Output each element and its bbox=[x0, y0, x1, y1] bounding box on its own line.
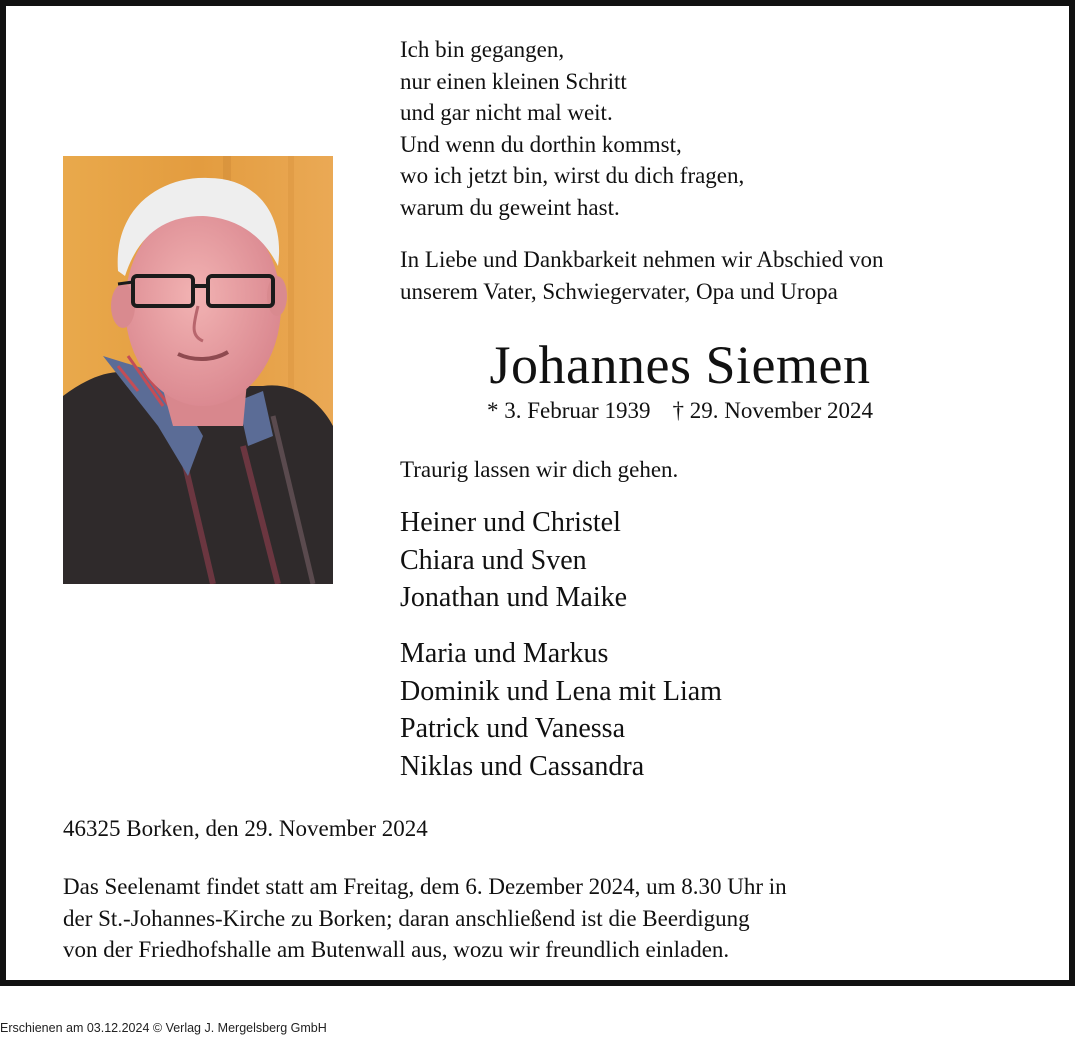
poem-line: nur einen kleinen Schritt bbox=[400, 68, 627, 94]
publication-footer: Erschienen am 03.12.2024 © Verlag J. Mergelsberg GmbH bbox=[0, 1021, 327, 1035]
family-member: Heiner und Christel bbox=[400, 507, 621, 538]
poem-line: Und wenn du dorthin kommst, bbox=[400, 131, 682, 157]
birth-date: * 3. Februar 1939 bbox=[486, 398, 651, 423]
portrait-photo bbox=[63, 156, 333, 584]
place-and-date: 46325 Borken, den 29. November 2024 bbox=[63, 816, 428, 841]
poem-line: wo ich jetzt bin, wirst du dich fragen, bbox=[400, 163, 745, 188]
mourning-line: Traurig lassen wir dich gehen. bbox=[400, 457, 679, 482]
family-group-2 bbox=[400, 635, 722, 785]
life-dates bbox=[400, 396, 960, 426]
family-member: Patrick und Vanessa bbox=[400, 713, 625, 744]
poem bbox=[400, 34, 744, 223]
service-announcement bbox=[63, 871, 787, 966]
family-member: Chiara und Sven bbox=[400, 544, 587, 576]
service-line: der St.-Johannes-Kirche zu Borken; daran anschließend ist die Beerdigung bbox=[63, 905, 750, 931]
poem-line: warum du geweint hast. bbox=[400, 194, 620, 220]
intro-line: In Liebe und Dankbarkeit nehmen wir Abschied von bbox=[400, 247, 884, 272]
family-group-1 bbox=[400, 504, 627, 617]
poem-line: Ich bin gegangen, bbox=[400, 37, 565, 62]
service-line: von der Friedhofshalle am Butenwall aus, wozu wir freundlich einladen. bbox=[63, 937, 730, 962]
family-member: Maria und Markus bbox=[400, 638, 609, 669]
poem-line: und gar nicht mal weit. bbox=[400, 100, 613, 125]
death-date: † 29. November 2024 bbox=[672, 398, 874, 423]
service-line: Das Seelenamt findet statt am Freitag, dem 6. Dezember 2024, um 8.30 Uhr in bbox=[63, 874, 787, 899]
family-member: Niklas und Cassandra bbox=[400, 750, 645, 782]
intro-line: unserem Vater, Schwiegervater, Opa und Uropa bbox=[400, 278, 838, 304]
family-member: Dominik und Lena mit Liam bbox=[400, 675, 722, 707]
family-member: Jonathan und Maike bbox=[400, 582, 628, 613]
deceased-name: Johannes Siemen bbox=[489, 335, 871, 395]
farewell-intro bbox=[400, 244, 884, 307]
